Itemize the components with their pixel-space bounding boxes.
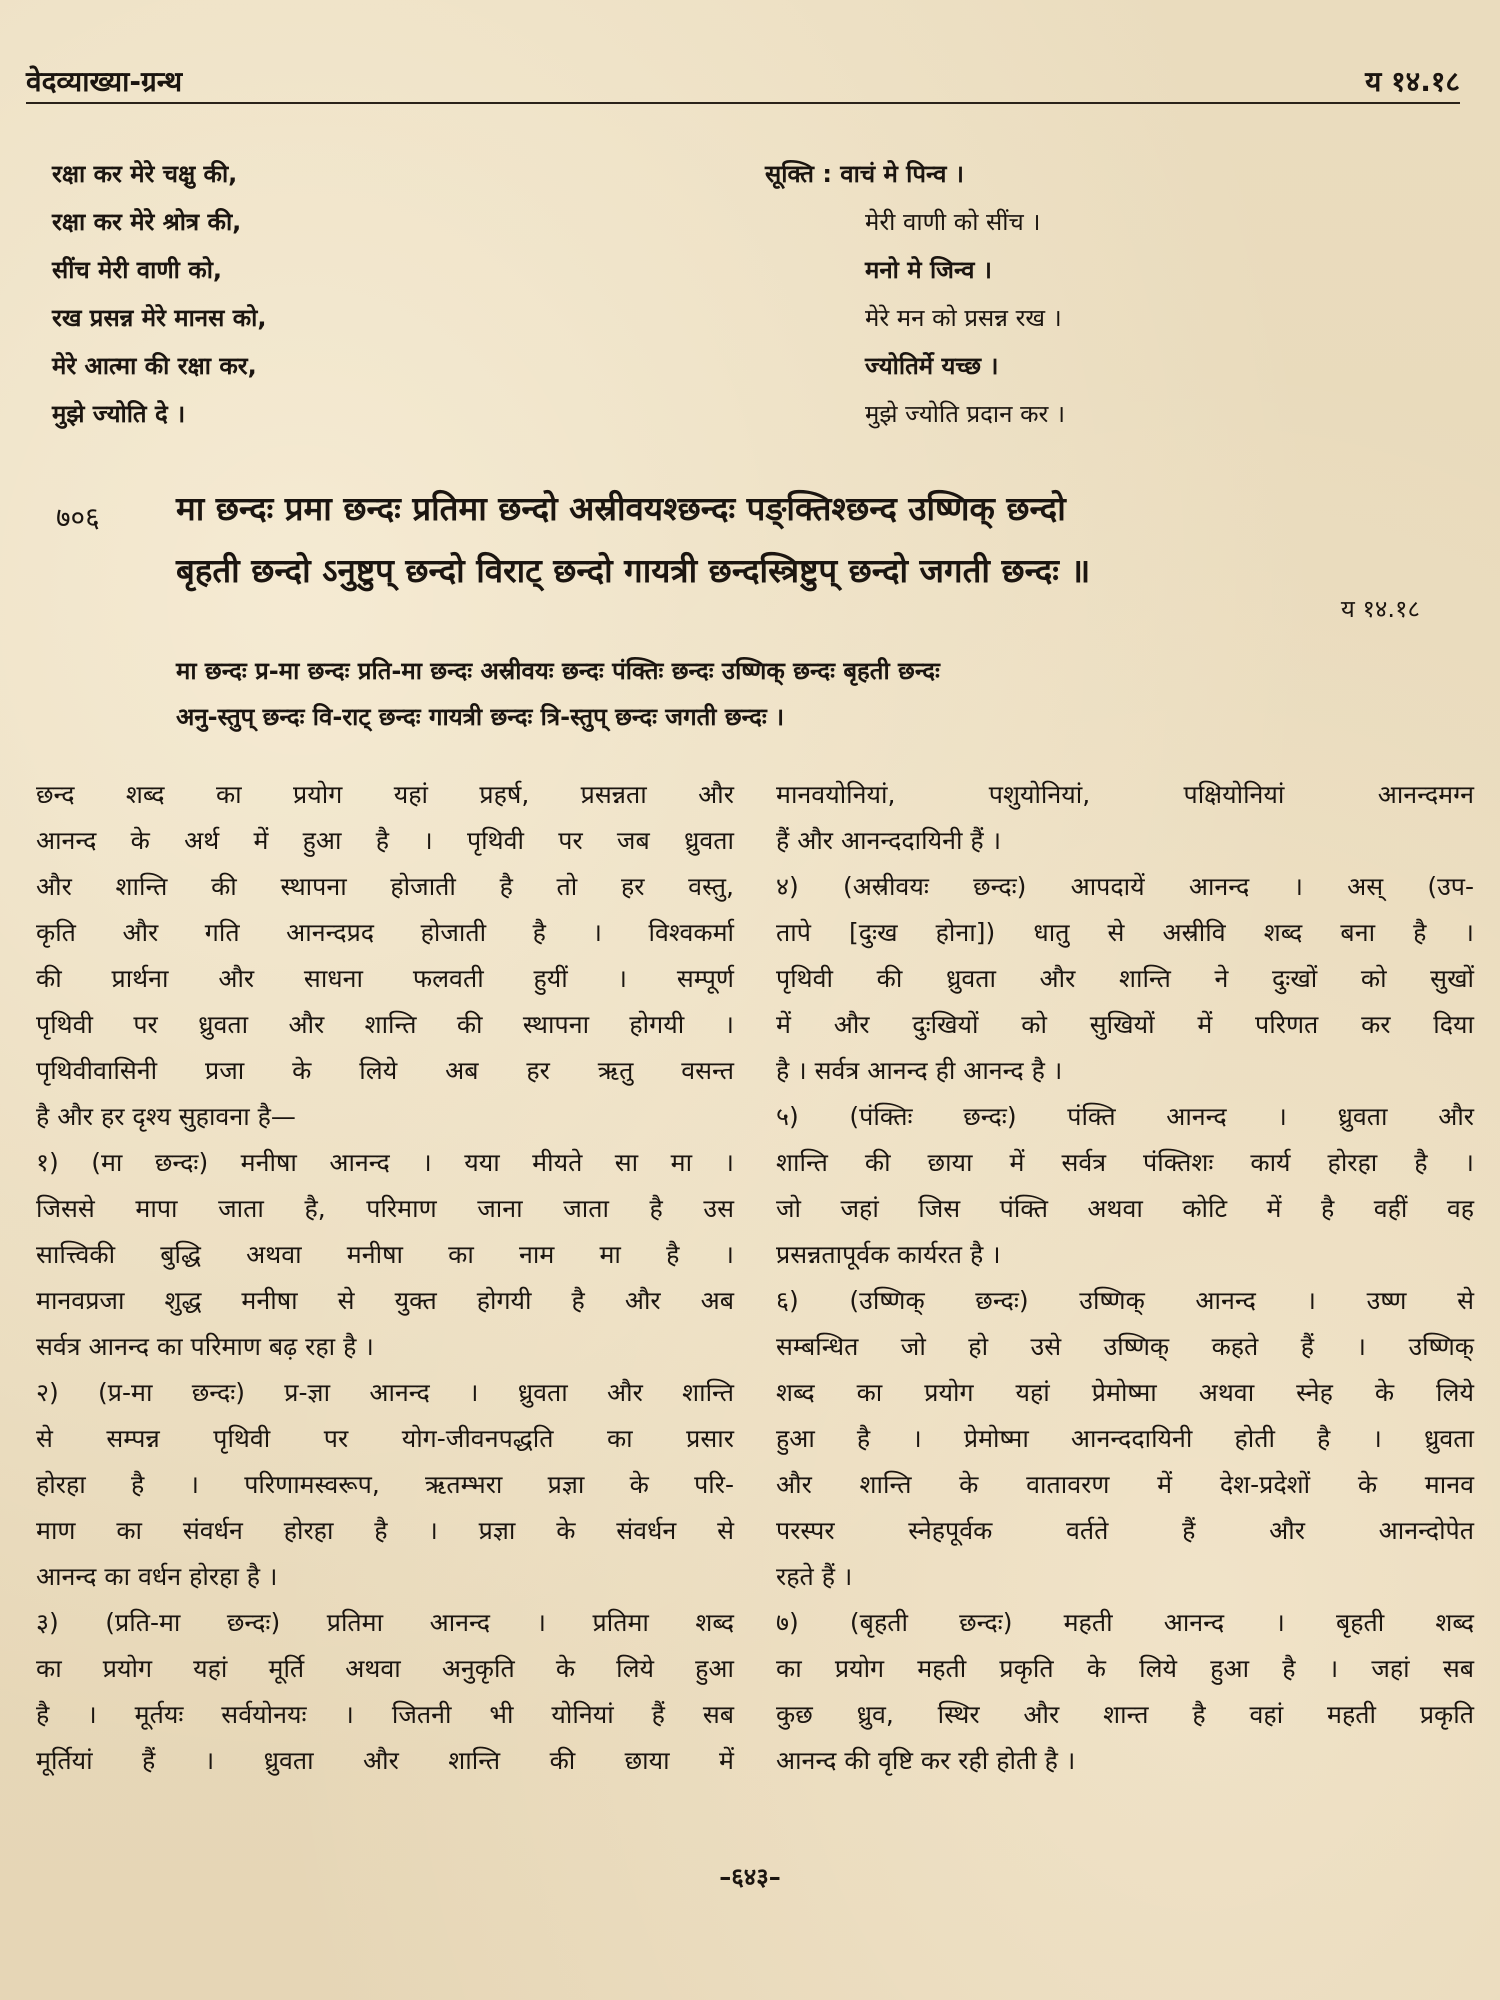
text-line: ५) (पंक्तिः छन्दः) पंक्ति आनन्द । ध्रुवता और [776,1102,1474,1131]
text-line: और शान्ति की स्थापना होजाती है तो हर वस्तु, [36,872,734,901]
mantra-number: ७०६ [56,501,100,534]
poem-line: मुझे ज्योति दे । [52,400,186,428]
text-line: ३) (प्रति-मा छन्दः) प्रतिमा आनन्द । प्रतिमा शब्द [36,1608,734,1637]
text-line: आनन्द की वृष्टि कर रही होती है । [776,1746,1076,1775]
page-number: –६४३– [719,1863,781,1891]
commentary-left-column [36,772,734,1784]
book-title: वेदव्याख्या-ग्रन्थ [26,65,183,98]
sukti-line: मेरी वाणी को सींच । [865,208,1041,236]
text-line: है और हर दृश्य सुहावना है— [36,1102,296,1131]
text-line: मूर्तियां हैं । ध्रुवता और शान्ति की छाया में [36,1746,734,1775]
text-line: १) (मा छन्दः) मनीषा आनन्द । यया मीयते सा मा । [36,1148,734,1177]
sukti-line: मेरे मन को प्रसन्न रख । [865,304,1062,332]
text-line: हैं और आनन्ददायिनी हैं । [776,826,1002,855]
padapatha [176,648,1456,740]
text-line: ६) (उष्णिक् छन्दः) उष्णिक् आनन्द । उष्ण से [776,1286,1474,1315]
poem-line: रक्षा कर मेरे श्रोत्र की, [52,208,242,236]
text-line: पृथिवीवासिनी प्रजा के लिये अब हर ऋतु वसन्त [36,1056,734,1085]
text-line: रहते हैं । [776,1562,853,1591]
text-line: सर्वत्र आनन्द का परिमाण बढ़ रहा है । [36,1332,374,1361]
mantra-reference: य १४.१८ [1340,595,1420,623]
poem-line: मेरे आत्मा की रक्षा कर, [52,352,257,380]
text-line: आनन्द के अर्थ में हुआ है । पृथिवी पर जब ध्रुवता [36,826,734,855]
mantra-line: बृहती छन्दो ऽनुष्टुप् छन्दो विराट् छन्दो गायत्री छन्दस्त्रिष्टुप् छन्दो जगती छन्दः ॥ [176,551,1091,590]
text-line: है । मूर्तयः सर्वयोनयः । जितनी भी योनियां हैं सब [36,1700,734,1729]
text-line: आनन्द का वर्धन होरहा है । [36,1562,278,1591]
text-line: में और दुःखियों को सुखियों में परिणत कर दिया [776,1010,1474,1039]
poem-left [52,150,266,438]
text-line: से सम्पन्न पृथिवी पर योग-जीवनपद्धति का प्रसार [36,1424,734,1453]
text-line: तापे [दुःख होना]) धातु से अस्रीवि शब्द बना है । [776,918,1474,947]
poem-line: रख प्रसन्न मेरे मानस को, [52,304,267,332]
poem-line: सींच मेरी वाणी को, [52,256,223,284]
verse-reference: य १४.१८ [1365,65,1460,98]
sukti-block [765,150,1065,438]
text-line: कुछ ध्रुव, स्थिर और शान्त है वहां महती प्रकृति [776,1700,1474,1729]
padapatha-line: मा छन्दः प्र-मा छन्दः प्रति-मा छन्दः अस्रीवयः छन्दः पंक्तिः छन्दः उष्णिक् छन्दः बृहती छन्दः [176,657,940,685]
text-line: पृथिवी पर ध्रुवता और शान्ति की स्थापना होगयी । [36,1010,734,1039]
text-line: माण का संवर्धन होरहा है । प्रज्ञा के संवर्धन से [36,1516,734,1545]
sukti-line: सूक्ति : वाचं मे पिन्व । [765,160,964,188]
text-line: कृति और गति आनन्दप्रद होजाती है । विश्वकर्मा [36,918,734,947]
text-line: सम्बन्धित जो हो उसे उष्णिक् कहते हैं । उष्णिक् [776,1332,1474,1361]
mantra-text [176,478,1456,602]
sukti-line: मनो मे जिन्व । [865,256,992,284]
poem-line: रक्षा कर मेरे चक्षु की, [52,160,238,188]
text-line: और शान्ति के वातावरण में देश-प्रदेशों के मानव [776,1470,1474,1499]
text-line: परस्पर स्नेहपूर्वक वर्तते हैं और आनन्दोपेत [776,1516,1474,1545]
text-line: पृथिवी की ध्रुवता और शान्ति ने दुःखों को सुखों [776,964,1474,993]
text-line: का प्रयोग यहां मूर्ति अथवा अनुकृति के लिये हुआ [36,1654,734,1683]
text-line: मानवयोनियां, पशुयोनियां, पक्षियोनियां आनन्दमग्न [776,780,1474,809]
text-line: ४) (अस्रीवयः छन्दः) आपदायें आनन्द । अस् (उप- [776,872,1474,901]
text-line: शब्द का प्रयोग यहां प्रेमोष्मा अथवा स्नेह के लिये [776,1378,1474,1407]
text-line: ७) (बृहती छन्दः) महती आनन्द । बृहती शब्द [776,1608,1474,1637]
text-line: का प्रयोग महती प्रकृति के लिये हुआ है । जहां सब [776,1654,1474,1683]
sukti-line: मुझे ज्योति प्रदान कर । [865,400,1066,428]
padapatha-line: अनु-स्तुप् छन्दः वि-राट् छन्दः गायत्री छन्दः त्रि-स्तुप् छन्दः जगती छन्दः । [176,703,785,731]
text-line: जो जहां जिस पंक्ति अथवा कोटि में है वहीं वह [776,1194,1474,1223]
text-line: हुआ है । प्रेमोष्मा आनन्ददायिनी होती है । ध्रुवता [776,1424,1474,1453]
commentary-right-column [776,772,1474,1784]
text-line: होरहा है । परिणामस्वरूप, ऋतम्भरा प्रज्ञा के परि- [36,1470,734,1499]
sukti-line: ज्योतिर्मे यच्छ । [865,352,999,380]
text-line: छन्द शब्द का प्रयोग यहां प्रहर्ष, प्रसन्नता और [36,780,734,809]
text-line: जिससे मापा जाता है, परिमाण जाना जाता है उस [36,1194,734,1223]
text-line: २) (प्र-मा छन्दः) प्र-ज्ञा आनन्द । ध्रुवता और शान्ति [36,1378,734,1407]
text-line: की प्रार्थना और साधना फलवती हुयीं । सम्पूर्ण [36,964,734,993]
text-line: शान्ति की छाया में सर्वत्र पंक्तिशः कार्य होरहा है । [776,1148,1474,1177]
text-line: प्रसन्नतापूर्वक कार्यरत है । [776,1240,1001,1269]
text-line: है । सर्वत्र आनन्द ही आनन्द है । [776,1056,1063,1085]
running-header [26,62,1460,104]
text-line: सात्त्विकी बुद्धि अथवा मनीषा का नाम मा है । [36,1240,734,1269]
text-line: मानवप्रजा शुद्ध मनीषा से युक्त होगयी है और अब [36,1286,734,1315]
mantra-line: मा छन्दः प्रमा छन्दः प्रतिमा छन्दो अस्रीवयश्छन्दः पङ्क्तिश्छन्द उष्णिक् छन्दो [176,489,1066,528]
